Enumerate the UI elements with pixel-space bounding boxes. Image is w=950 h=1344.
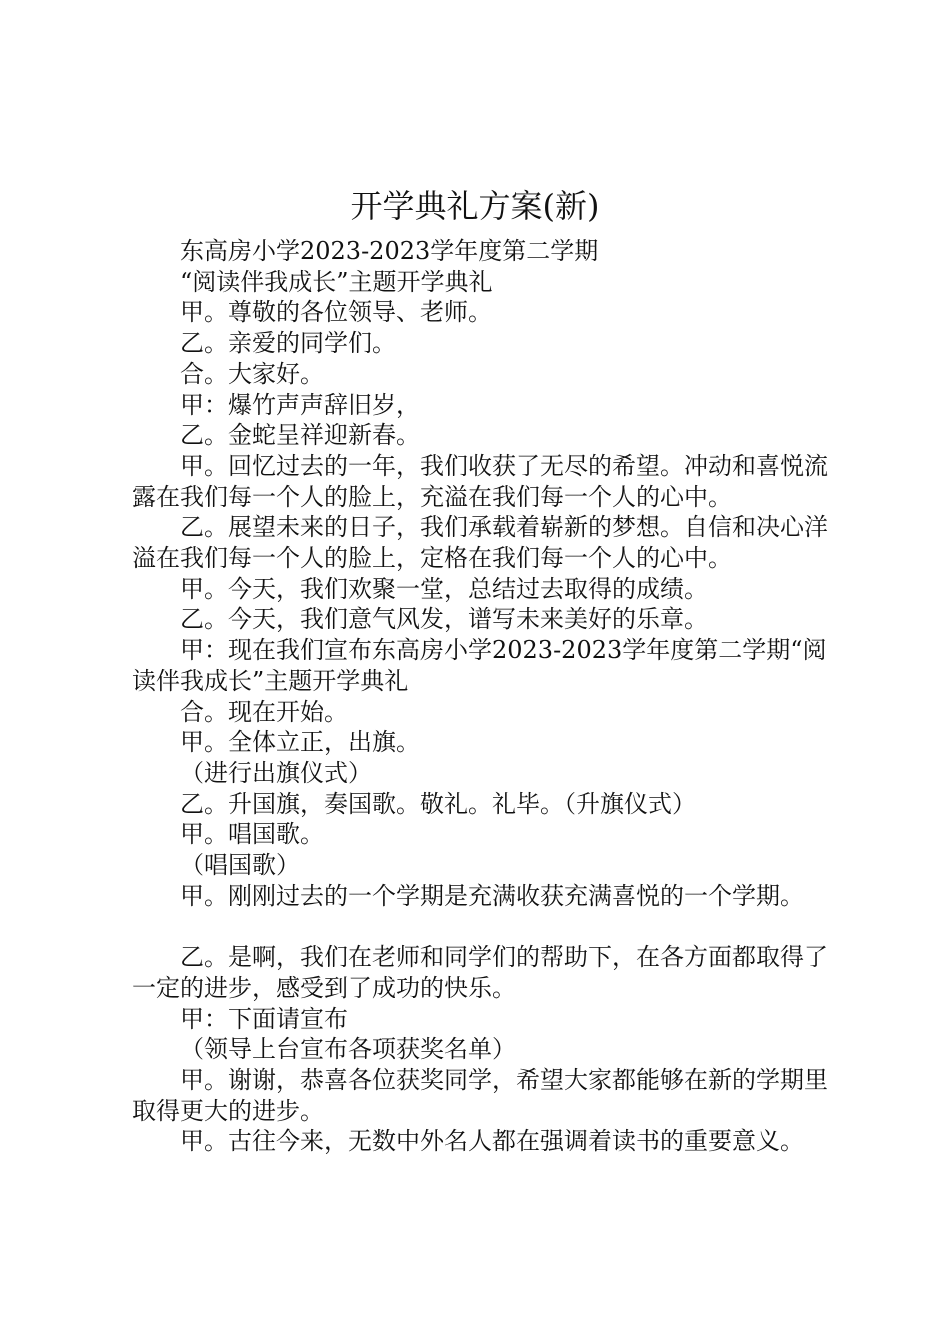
paragraph: 合。大家好。 xyxy=(180,359,324,388)
paragraph: 东高房小学2023-2023学年度第二学期 xyxy=(180,237,599,265)
paragraph: （唱国歌） xyxy=(180,851,300,880)
paragraph: 甲。尊敬的各位领导、老师。 xyxy=(180,298,492,327)
paragraph: 乙。金蛇呈祥迎新春。 xyxy=(180,421,420,450)
paragraph: “阅读伴我成长”主题开学典礼 xyxy=(180,267,493,296)
paragraph: 乙。升国旗，奏国歌。敬礼。礼毕。（升旗仪式） xyxy=(180,789,696,818)
paragraph: 甲。谢谢，恭喜各位获奖同学，希望大家都能够在新的学期里取得更大的进步。 xyxy=(132,1065,828,1125)
paragraph: 乙。是啊，我们在老师和同学们的帮助下，在各方面都取得了一定的进步，感受到了成功的快乐。 xyxy=(132,943,828,1002)
paragraph: （领导上台宣布各项获奖名单） xyxy=(180,1035,516,1064)
paragraph: 甲：现在我们宣布东高房小学2023-2023学年度第二学期“阅读伴我成长”主题开学典礼 xyxy=(132,636,827,695)
paragraph: 甲。唱国歌。 xyxy=(180,820,324,849)
paragraph: （进行出旗仪式） xyxy=(180,758,372,787)
document-body xyxy=(132,236,832,1157)
paragraph: 甲。回忆过去的一年，我们收获了无尽的希望。冲动和喜悦流露在我们每一个人的脸上，充溢在我们每一个人的心中。 xyxy=(132,451,828,511)
blank-line xyxy=(132,911,832,942)
paragraph: 甲。全体立正，出旗。 xyxy=(180,728,420,757)
paragraph: 乙。展望未来的日子，我们承载着崭新的梦想。自信和决心洋溢在我们每一个人的脸上，定格在我们每一个人的心中。 xyxy=(132,513,828,573)
document-title: 开学典礼方案(新) xyxy=(350,187,600,225)
paragraph: 甲：下面请宣布 xyxy=(180,1004,348,1033)
paragraph: 甲：爆竹声声辞旧岁， xyxy=(180,390,420,419)
paragraph: 甲。刚刚过去的一个学期是充满收获充满喜悦的一个学期。 xyxy=(180,881,804,910)
paragraph: 合。现在开始。 xyxy=(180,697,348,726)
paragraph: 乙。亲爱的同学们。 xyxy=(180,329,396,358)
paragraph: 甲。今天，我们欢聚一堂，总结过去取得的成绩。 xyxy=(180,574,708,603)
paragraph: 甲。古往今来，无数中外名人都在强调着读书的重要意义。 xyxy=(180,1127,804,1156)
paragraph: 乙。今天，我们意气风发，谱写未来美好的乐章。 xyxy=(180,605,708,634)
